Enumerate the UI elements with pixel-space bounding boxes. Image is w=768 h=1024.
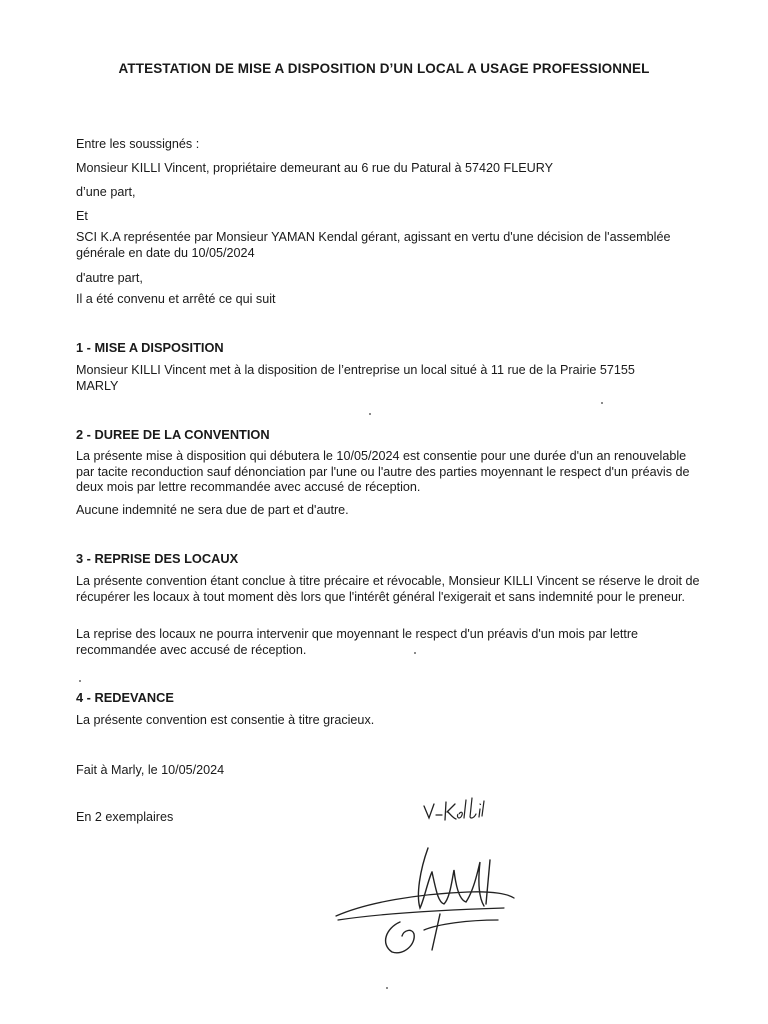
section-1-paragraph: Monsieur KILLI Vincent met à la disposition de l’entreprise un local situé à 11 rue de la Prairie 57155 MARLY (76, 363, 635, 393)
closing-fait: Fait à Marly, le 10/05/2024 (76, 763, 225, 777)
section-3-paragraph-2: La reprise des locaux ne pourra intervenir que moyennant le respect d'un préavis d'un mois par lettre recommandée avec accusé de réception. (76, 627, 639, 657)
scan-speck (414, 652, 416, 654)
handwritten-name-signature (420, 796, 500, 828)
section-4-heading: 4 - REDEVANCE (76, 690, 174, 705)
section-3-paragraph-1: La présente convention étant conclue à titre précaire et révocable, Monsieur KILLI Vincent se réserve le droit de récupérer les locaux à tout moment dès lors que l'intérêt général l'exigerait et sans indemnité pour le preneur. (76, 574, 700, 604)
section-1-heading: 1 - MISE A DISPOSITION (76, 340, 224, 355)
intro-entre: Entre les soussignés : (76, 137, 200, 151)
closing-exemplaires: En 2 exemplaires (76, 810, 174, 824)
section-2-paragraph-2: Aucune indemnité ne sera due de part et d'autre. (76, 503, 349, 517)
main-signature (328, 840, 528, 960)
scan-speck (369, 413, 371, 415)
section-4-paragraph: La présente convention est consentie à titre gracieux. (76, 713, 375, 727)
intro-convenu: Il a été convenu et arrêté ce qui suit (76, 292, 276, 306)
intro-autre-part: d'autre part, (76, 271, 143, 285)
scan-speck (601, 402, 603, 404)
section-2-paragraph-1: La présente mise à disposition qui débutera le 10/05/2024 est consentie pour une durée d'un an renouvelable par tacite reconduction sauf dénonciation par l'une ou l'autre des parties moyennant le respect d'un préavis de deux mois par lettre recommandée avec accusé de réception. (76, 449, 690, 494)
section-3-heading: 3 - REPRISE DES LOCAUX (76, 551, 239, 566)
intro-une-part: d’une part, (76, 185, 136, 199)
scan-speck (386, 987, 388, 989)
section-2-heading: 2 - DUREE DE LA CONVENTION (76, 427, 270, 442)
document-title: ATTESTATION DE MISE A DISPOSITION D’UN LOCAL A USAGE PROFESSIONNEL (118, 61, 650, 76)
intro-owner: Monsieur KILLI Vincent, propriétaire demeurant au 6 rue du Patural à 57420 FLEURY (76, 161, 553, 175)
intro-et: Et (76, 209, 88, 223)
scan-speck (79, 680, 81, 682)
intro-sci: SCI K.A représentée par Monsieur YAMAN Kendal gérant, agissant en vertu d'une décision de l'assemblée générale en date du 10/05/2024 (76, 230, 671, 260)
